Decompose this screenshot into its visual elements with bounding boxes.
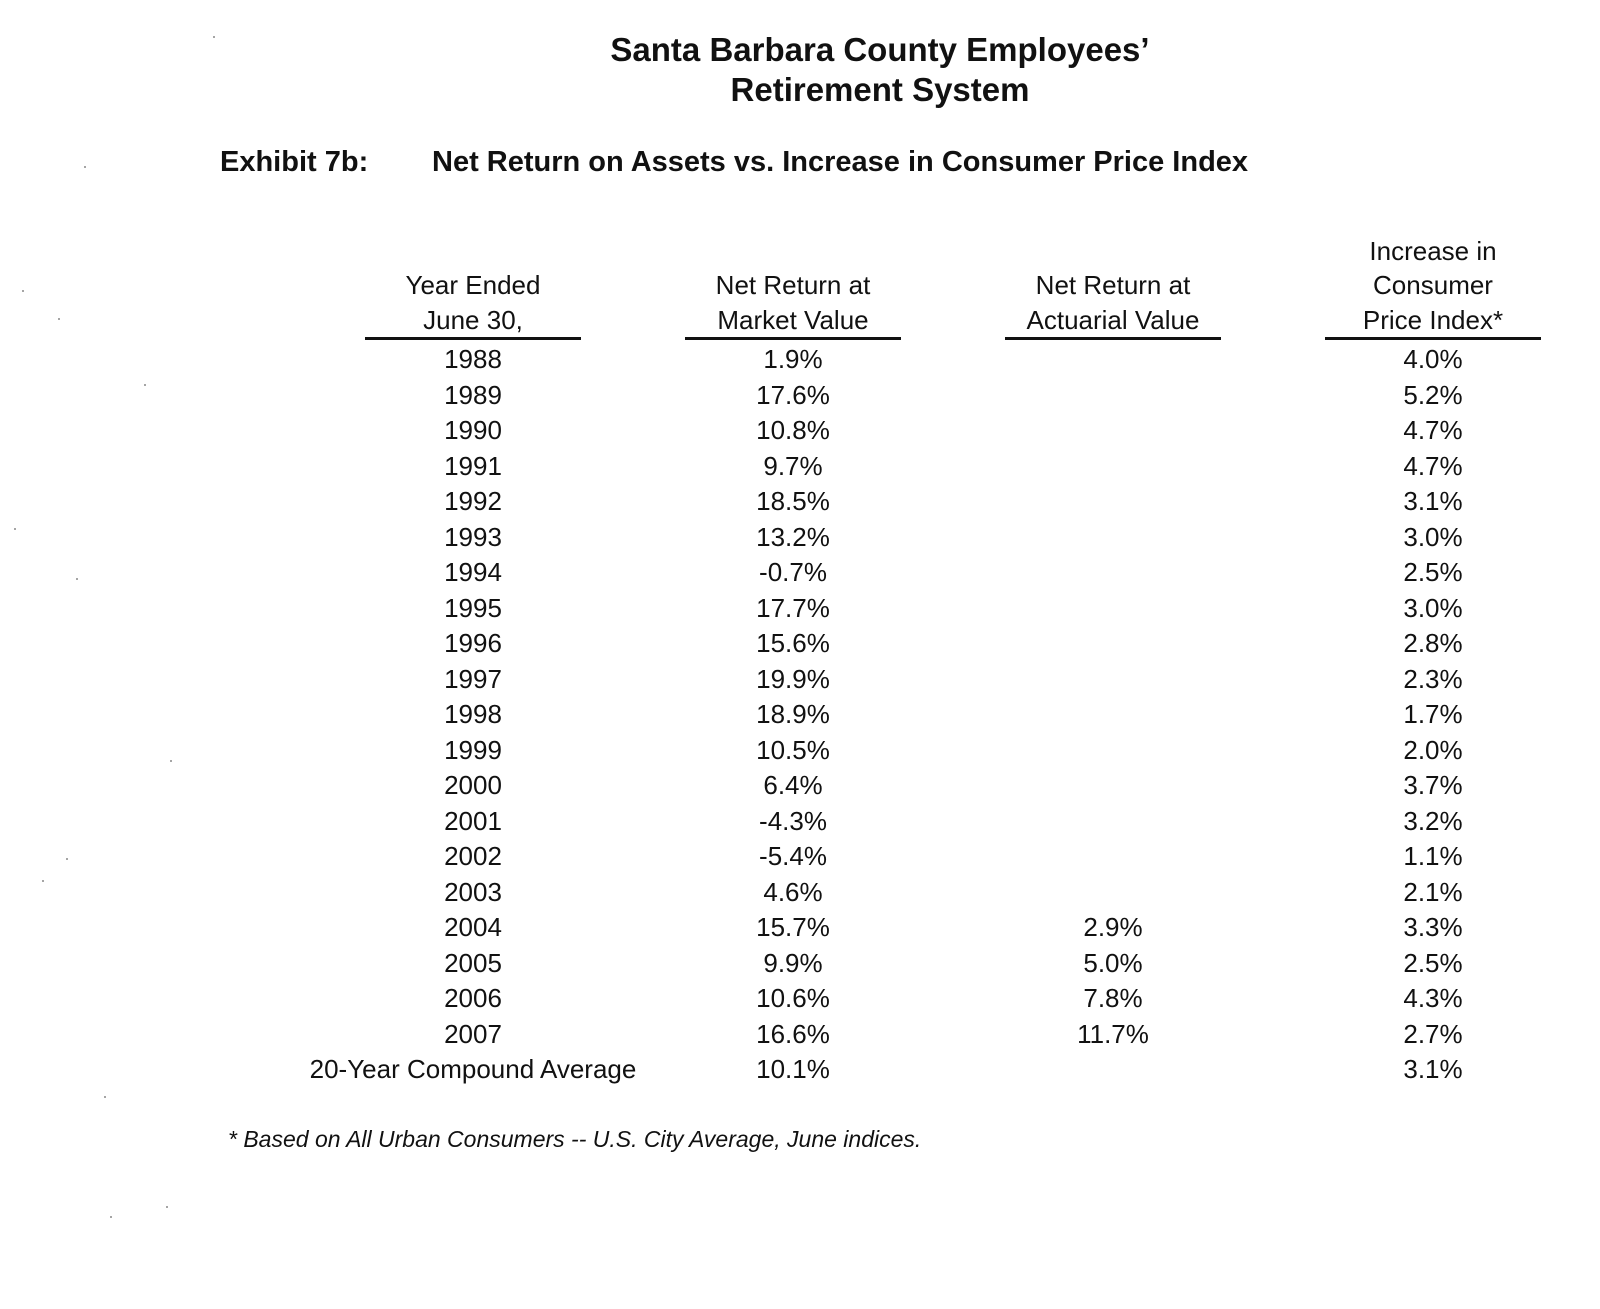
cell-market-value: 15.7% (756, 912, 830, 942)
header-actuarial-line-1: Net Return at (1035, 270, 1191, 300)
header-actuarial-line-2: Actuarial Value (1026, 304, 1200, 335)
scan-speck (110, 1216, 112, 1218)
table-row (0, 555, 1600, 591)
header-year-line-2: June 30, (423, 304, 523, 335)
returns-table (0, 230, 1600, 1088)
scan-speck (104, 1096, 106, 1098)
header-cpi-line-3: Price Index* (1362, 304, 1504, 335)
cell-year: 1992 (444, 486, 502, 516)
summary-label: 20-Year Compound Average (309, 1054, 637, 1084)
table-row (0, 839, 1600, 875)
scan-speck (58, 318, 60, 320)
cell-year: 2007 (444, 1018, 502, 1049)
cell-cpi: 3.0% (1403, 592, 1463, 623)
cell-year: 2002 (444, 841, 502, 871)
summary-row (0, 1052, 1600, 1088)
cell-year: 1990 (444, 415, 502, 445)
cell-market-value: 19.9% (756, 663, 830, 694)
header-market-line-1: Net Return at (715, 270, 871, 300)
table-row (0, 591, 1600, 627)
cell-market-value: 9.9% (763, 947, 823, 978)
cell-market-value: 10.5% (756, 734, 830, 765)
cell-cpi: 3.1% (1403, 486, 1463, 516)
table-row (0, 1017, 1600, 1053)
scan-speck (66, 858, 68, 860)
cell-year: 1999 (444, 734, 502, 765)
cell-cpi: 2.7% (1403, 1018, 1463, 1049)
cell-market-value: 1.9% (763, 344, 823, 374)
cell-market-value: 10.8% (756, 415, 830, 445)
cell-market-value: 18.9% (756, 699, 830, 729)
cell-market-value: 18.5% (756, 486, 830, 516)
cell-market-value: 10.6% (756, 983, 830, 1013)
header-cpi-line-2: Consumer (1373, 270, 1493, 300)
cell-year: 2005 (444, 947, 502, 978)
cell-cpi: 4.3% (1403, 983, 1463, 1013)
cell-year: 1988 (444, 344, 502, 374)
table-row (0, 520, 1600, 556)
cell-actuarial-value: 2.9% (1083, 912, 1143, 942)
cell-cpi: 2.3% (1403, 663, 1463, 694)
cell-actuarial-value: 5.0% (1083, 947, 1143, 978)
cell-cpi: 2.5% (1403, 947, 1463, 978)
table-row (0, 697, 1600, 733)
header-year (365, 268, 581, 340)
table-row (0, 946, 1600, 982)
cell-cpi: 4.0% (1403, 344, 1463, 374)
table-row (0, 981, 1600, 1017)
cell-year: 2000 (444, 770, 502, 800)
cell-cpi: 2.0% (1403, 734, 1463, 765)
cell-cpi: 4.7% (1403, 450, 1463, 481)
cell-cpi: 1.7% (1403, 699, 1463, 729)
cell-market-value: 15.6% (756, 628, 830, 658)
cell-year: 1995 (444, 592, 502, 623)
scan-speck (14, 528, 16, 530)
cell-actuarial-value: 7.8% (1083, 983, 1143, 1013)
cell-year: 1996 (444, 628, 502, 658)
scan-speck (166, 1206, 168, 1208)
cell-market-value: 6.4% (763, 770, 823, 800)
cell-market-value: 16.6% (756, 1018, 830, 1049)
cell-year: 1994 (444, 557, 502, 587)
scan-speck (213, 36, 215, 38)
cell-cpi: 3.3% (1403, 912, 1463, 942)
table-row (0, 626, 1600, 662)
cell-actuarial-value: 11.7% (1077, 1018, 1149, 1049)
cell-market-value: 17.7% (756, 592, 830, 623)
scan-speck (144, 384, 146, 386)
header-market-line-2: Market Value (717, 304, 869, 335)
footnote: * Based on All Urban Consumers -- U.S. City Average, June indices. (228, 1126, 922, 1152)
scan-speck (170, 760, 172, 762)
scan-speck (84, 166, 86, 168)
table-row (0, 413, 1600, 449)
exhibit-title: Net Return on Assets vs. Increase in Consumer Price Index (432, 146, 1249, 178)
cell-cpi: 4.7% (1403, 415, 1463, 445)
cell-market-value: -0.7% (759, 557, 827, 587)
cell-year: 1997 (444, 663, 502, 694)
cell-year: 1991 (444, 450, 502, 481)
table-row (0, 484, 1600, 520)
cell-market-value: 17.6% (756, 379, 830, 410)
cell-cpi: 2.5% (1403, 557, 1463, 587)
exhibit-number: Exhibit 7b: (220, 146, 369, 178)
header-actuarial-value (1005, 268, 1221, 340)
table-row (0, 378, 1600, 414)
scan-speck (22, 290, 24, 292)
page-title (0, 30, 1600, 110)
scan-speck (42, 880, 44, 882)
cell-cpi: 2.1% (1403, 876, 1463, 907)
table-row (0, 662, 1600, 698)
header-cpi (1325, 234, 1541, 341)
table-row (0, 804, 1600, 840)
scan-speck (76, 578, 78, 580)
table-body (0, 342, 1600, 1088)
cell-year: 2006 (444, 983, 502, 1013)
cell-market-value: 4.6% (763, 876, 823, 907)
table-row (0, 733, 1600, 769)
table-row (0, 875, 1600, 911)
cell-cpi: 3.7% (1403, 770, 1463, 800)
cell-market-value: -4.3% (759, 805, 827, 836)
cell-market-value: 13.2% (756, 521, 830, 552)
cell-cpi: 3.0% (1403, 521, 1463, 552)
cell-year: 1989 (444, 379, 502, 410)
table-row (0, 342, 1600, 378)
cell-cpi: 1.1% (1403, 841, 1463, 871)
summary-cpi: 3.1% (1403, 1054, 1463, 1084)
cell-year: 1998 (444, 699, 502, 729)
header-market-value (685, 268, 901, 340)
cell-year: 2003 (444, 876, 502, 907)
title-line-1: Santa Barbara County Employees’ (610, 31, 1150, 68)
table-row (0, 768, 1600, 804)
cell-cpi: 5.2% (1403, 379, 1463, 410)
cell-cpi: 2.8% (1403, 628, 1463, 658)
table-header (0, 230, 1600, 340)
title-line-2: Retirement System (730, 71, 1030, 108)
cell-market-value: -5.4% (759, 841, 827, 871)
summary-market-value: 10.1% (756, 1054, 830, 1084)
cell-year: 1993 (444, 521, 502, 552)
cell-year: 2001 (444, 805, 502, 836)
cell-cpi: 3.2% (1403, 805, 1463, 836)
header-year-line-1: Year Ended (405, 270, 541, 300)
header-cpi-line-1: Increase in (1369, 235, 1497, 266)
exhibit-heading (220, 146, 1248, 179)
cell-year: 2004 (444, 912, 502, 942)
cell-market-value: 9.7% (763, 450, 823, 481)
table-row (0, 449, 1600, 485)
table-row (0, 910, 1600, 946)
